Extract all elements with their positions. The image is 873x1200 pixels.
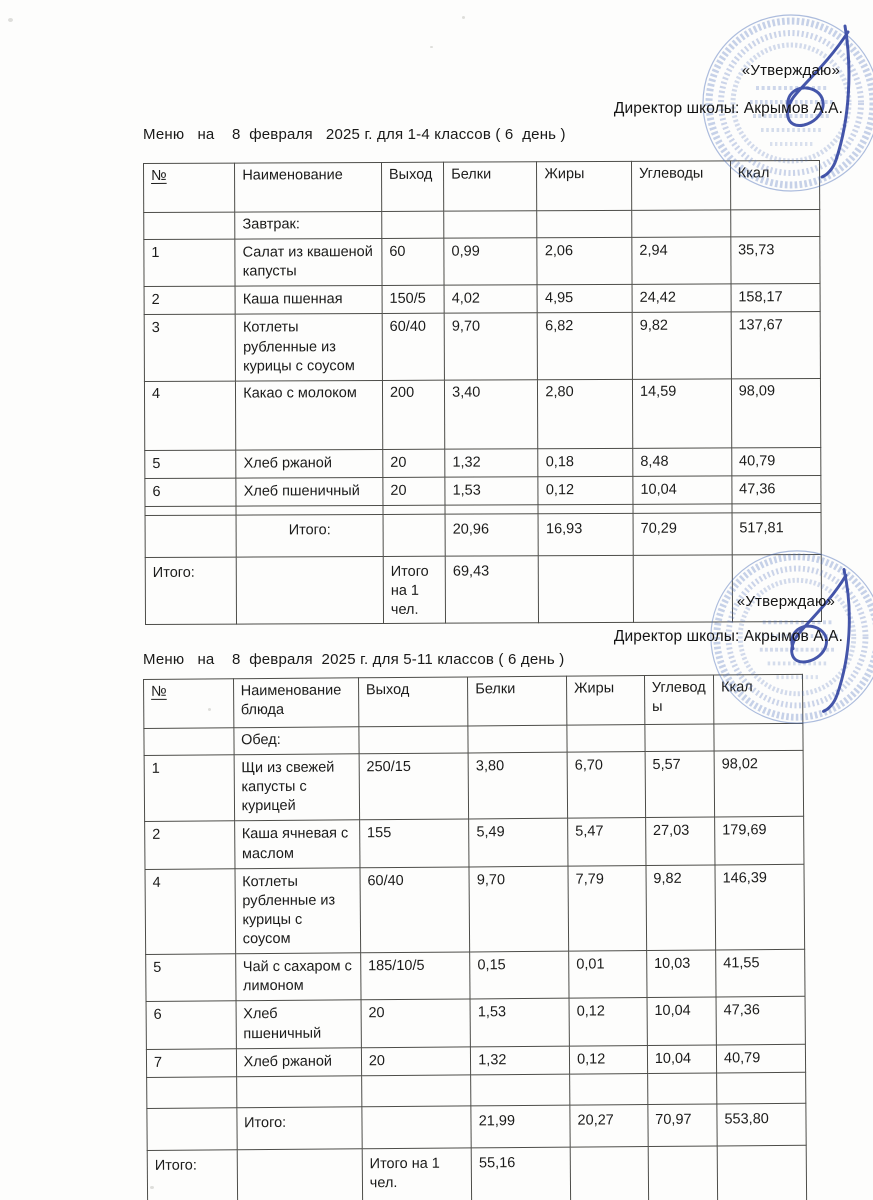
table-cell xyxy=(383,505,445,514)
column-header: № xyxy=(144,679,234,729)
table-cell: 9,82 xyxy=(646,865,716,951)
table-cell xyxy=(645,724,714,752)
table-cell: 60 xyxy=(382,238,444,286)
table-cell xyxy=(570,1073,648,1105)
table-cell xyxy=(538,504,633,513)
table-cell xyxy=(471,1074,570,1106)
table-cell: 35,73 xyxy=(731,237,820,285)
column-header: Углеводы xyxy=(632,161,731,210)
column-header: Наименование блюда xyxy=(233,678,359,728)
table-cell xyxy=(537,210,632,237)
table-row xyxy=(146,949,805,1001)
table-cell xyxy=(361,1075,471,1107)
table-cell: 146,39 xyxy=(715,864,805,950)
table-cell: 7,79 xyxy=(568,865,646,951)
menu-title-5-11: Меню на 8 февраля 2025 г. для 5-11 классов ( 6 день ) xyxy=(143,651,565,668)
table-cell: 14,59 xyxy=(632,379,731,448)
table-cell: 24,42 xyxy=(632,284,731,313)
scan-speckle xyxy=(462,16,465,19)
table-cell: Завтрак: xyxy=(235,211,382,239)
menu-table-5-11 xyxy=(143,674,807,1200)
table-row xyxy=(144,284,820,315)
column-header: Белки xyxy=(468,676,567,726)
table-cell: 155 xyxy=(359,819,469,867)
table-cell: Котлеты рубленные из курицы с соусом xyxy=(235,867,361,953)
table-row xyxy=(144,312,820,381)
header-row xyxy=(144,674,803,728)
table-cell xyxy=(144,212,235,239)
table-cell: 9,70 xyxy=(469,866,569,952)
table-cell: 20 xyxy=(383,477,445,505)
table-cell: 3,40 xyxy=(445,380,539,449)
table-cell: 20,96 xyxy=(445,514,538,556)
table-cell: Хлеб пшеничный xyxy=(236,1000,362,1048)
table-row xyxy=(144,210,820,240)
table-cell: 6 xyxy=(145,478,236,507)
table-cell xyxy=(445,505,538,514)
table-row xyxy=(147,1103,806,1150)
table-cell: 47,36 xyxy=(716,997,805,1045)
table-cell: 60/40 xyxy=(360,867,470,953)
table-row xyxy=(145,555,821,625)
table-row xyxy=(144,378,820,450)
table-cell: 40,79 xyxy=(731,447,820,476)
table-cell: 200 xyxy=(382,380,444,449)
table-cell: 3 xyxy=(144,314,236,381)
table-cell: 6 xyxy=(146,1001,236,1049)
table-cell: 98,09 xyxy=(731,378,821,447)
table-cell xyxy=(145,515,236,557)
table-cell: 8,48 xyxy=(633,448,732,477)
table-cell xyxy=(144,728,234,756)
column-header: Жиры xyxy=(537,161,632,210)
table-row xyxy=(147,1072,806,1108)
menu-title-1-4: Меню на 8 февраля 2025 г. для 1-4 классов ( 6 день ) xyxy=(143,126,566,143)
table-cell: 10,04 xyxy=(647,997,717,1045)
table-cell: 5 xyxy=(146,954,236,1002)
table-cell xyxy=(732,504,821,513)
table-cell: 1 xyxy=(144,239,235,287)
table-cell: 2,94 xyxy=(632,237,731,285)
table-cell: 0,12 xyxy=(569,998,647,1046)
table-cell: 250/15 xyxy=(359,753,469,820)
table-cell: 0,01 xyxy=(569,951,647,999)
table-row xyxy=(144,237,820,287)
table-cell: 10,03 xyxy=(646,950,716,998)
table-cell xyxy=(236,556,383,624)
table-row xyxy=(146,997,805,1049)
table-cell: 5 xyxy=(145,450,236,479)
table-cell: 179,69 xyxy=(715,817,804,865)
table-cell: 70,97 xyxy=(648,1104,718,1147)
table-cell: 137,67 xyxy=(731,312,821,379)
table-cell: 5,49 xyxy=(469,819,568,867)
table-cell: Итого: xyxy=(236,1107,362,1150)
table-cell xyxy=(633,504,732,513)
table-cell: 47,36 xyxy=(732,475,821,504)
table-cell xyxy=(362,1106,472,1149)
table-cell: 20 xyxy=(361,1047,471,1076)
table-cell xyxy=(468,725,567,753)
table-cell: 40,79 xyxy=(716,1044,805,1073)
table-cell: 9,70 xyxy=(444,313,538,380)
table-cell xyxy=(382,211,444,238)
table-cell: Итого: xyxy=(145,557,237,625)
table-cell: 70,29 xyxy=(633,513,732,555)
table-row xyxy=(145,513,821,558)
scan-speckle xyxy=(430,46,433,48)
column-header: Выход xyxy=(381,162,443,211)
table-cell: 69,43 xyxy=(445,556,539,624)
table-cell: 9,82 xyxy=(632,312,731,379)
approve-label: «Утверждаю» xyxy=(736,593,835,610)
table-cell: 98,02 xyxy=(714,750,804,817)
table-cell: 6,82 xyxy=(538,313,633,380)
scan-speckle xyxy=(8,18,13,22)
table-cell: 55,16 xyxy=(471,1147,570,1200)
table-cell: 4 xyxy=(144,381,236,450)
table-cell: Чай с сахаром с лимоном xyxy=(235,953,361,1001)
table-cell: 3,80 xyxy=(468,752,567,819)
table-cell: 10,04 xyxy=(647,1045,716,1074)
column-header: Жиры xyxy=(567,676,645,726)
table-cell xyxy=(633,555,732,623)
table-cell: 2 xyxy=(144,286,235,315)
table-cell: 1,32 xyxy=(445,449,538,478)
table-row xyxy=(147,1145,806,1200)
table-cell: Обед: xyxy=(233,727,358,755)
director-signature-line: Директор школы: Акрымов А.А. xyxy=(613,100,843,117)
table-cell: 0,15 xyxy=(470,951,569,999)
table-cell: Какао с молоком xyxy=(236,380,383,450)
table-cell: 0,12 xyxy=(569,1045,647,1074)
table-cell: Котлеты рубленные из курицы с соусом xyxy=(235,314,382,381)
table-cell xyxy=(147,1108,237,1151)
table-cell: 1,32 xyxy=(471,1046,570,1075)
table-row xyxy=(145,817,804,869)
table-cell: 0,18 xyxy=(538,448,633,477)
table-cell: 517,81 xyxy=(732,513,821,555)
table-cell: 553,80 xyxy=(717,1103,806,1146)
table-cell xyxy=(147,1077,237,1109)
table-cell: 20 xyxy=(383,449,445,477)
column-header: Белки xyxy=(444,162,537,211)
table-cell xyxy=(359,726,469,754)
table-cell: 150/5 xyxy=(382,285,444,313)
menu-table-1-4 xyxy=(143,160,822,625)
column-header: Наименование xyxy=(235,162,382,212)
table-cell xyxy=(730,210,819,237)
table-cell: Щи из свежей капусты с курицей xyxy=(234,754,360,821)
table-cell xyxy=(444,211,537,238)
table-row xyxy=(144,750,804,822)
table-cell: Хлеб пшеничный xyxy=(236,477,383,506)
column-header: Углеводы xyxy=(644,675,714,725)
table-cell: 27,03 xyxy=(645,817,715,865)
table-cell: 2 xyxy=(145,821,235,869)
header-row xyxy=(144,161,820,213)
table-cell: Итого на 1 чел. xyxy=(383,556,445,624)
table-cell: Итого: xyxy=(236,514,383,557)
table-cell: 4,02 xyxy=(444,285,537,314)
table-cell xyxy=(567,725,645,753)
table-cell xyxy=(717,1145,806,1200)
table-cell: Хлеб ржаной xyxy=(236,1047,361,1076)
director-signature-line: Директор школы: Акрымов А.А. xyxy=(613,628,843,645)
table-cell: 41,55 xyxy=(716,949,805,997)
table-cell xyxy=(732,555,822,623)
table-cell xyxy=(714,723,803,751)
table-cell: 5,57 xyxy=(645,751,715,818)
table-row xyxy=(145,447,821,478)
table-cell: 16,93 xyxy=(538,513,633,555)
table-cell: 0,99 xyxy=(444,238,537,286)
table-cell xyxy=(383,514,445,556)
column-header: № xyxy=(144,163,235,212)
table-cell xyxy=(145,506,236,515)
table-cell xyxy=(570,1146,648,1200)
column-header: Выход xyxy=(358,677,468,727)
table-cell: Итого: xyxy=(147,1150,237,1200)
column-header: Ккал xyxy=(713,674,802,724)
table-cell: 1 xyxy=(144,755,234,822)
table-cell: 7 xyxy=(146,1048,236,1077)
table-cell: 20,27 xyxy=(570,1104,648,1147)
table-cell xyxy=(717,1072,806,1104)
table-cell: Салат из квашеной капусты xyxy=(235,238,382,286)
table-cell xyxy=(539,555,634,623)
table-cell: 1,53 xyxy=(470,999,569,1047)
table-cell xyxy=(648,1146,718,1200)
table-cell xyxy=(647,1073,716,1105)
table-cell: Каша ячневая с маслом xyxy=(234,820,360,868)
table-cell: Каша пшенная xyxy=(235,286,382,315)
table-cell: 4 xyxy=(145,868,235,954)
table-cell: 185/10/5 xyxy=(360,952,470,1000)
table-cell xyxy=(236,1076,361,1108)
table-row xyxy=(145,475,821,506)
table-cell: 1,53 xyxy=(445,477,538,506)
table-cell: 60/40 xyxy=(382,314,444,381)
table-cell: 5,47 xyxy=(568,818,646,866)
table-cell: 21,99 xyxy=(471,1105,570,1148)
table-cell xyxy=(632,210,731,237)
table-row xyxy=(145,864,805,955)
table-cell: 20 xyxy=(361,999,471,1047)
table-cell: 2,06 xyxy=(537,237,632,285)
table-cell: 158,17 xyxy=(731,284,820,313)
table-cell: 2,80 xyxy=(538,379,633,448)
table-cell: 0,12 xyxy=(538,476,633,505)
table-cell: 10,04 xyxy=(633,476,732,505)
table-cell: 4,95 xyxy=(537,285,632,314)
table-cell: 6,70 xyxy=(567,752,645,819)
table-cell: Итого на 1 чел. xyxy=(362,1148,472,1200)
column-header: Ккал xyxy=(730,161,819,210)
table-cell: Хлеб ржаной xyxy=(236,449,383,478)
table-cell xyxy=(237,1149,363,1200)
approve-label: «Утверждаю» xyxy=(741,62,840,79)
